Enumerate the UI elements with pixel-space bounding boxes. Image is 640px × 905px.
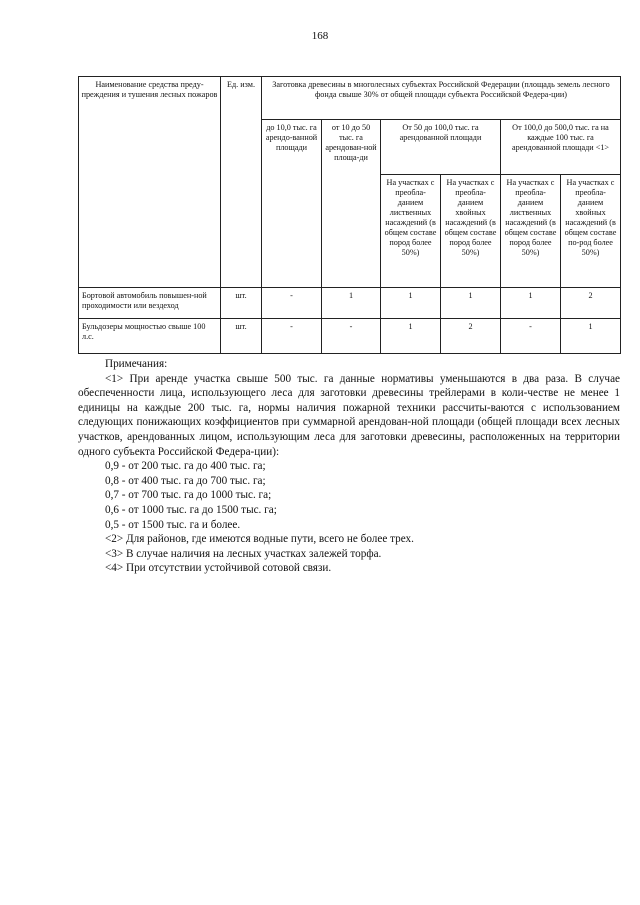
coefficient-item: 0,9 - от 200 тыс. га до 400 тыс. га; (105, 460, 266, 473)
header-group: Заготовка древесины в многолесных субъектах Российской Федерации (площадь земель лесного фонда свыше 30% от общей площади субъекта Российской Федера-ции) (262, 77, 621, 120)
header-leaf-1: На участках с преобла-данием лиственных насаждений (в общем составе пород более 50%) (381, 175, 441, 288)
row-unit: шт. (221, 288, 262, 319)
page-number: 168 (311, 30, 329, 42)
note-3: <3> В случае наличия на лесных участках залежей торфа. (105, 547, 382, 560)
row-value: 1 (381, 288, 441, 319)
row-value: 1 (501, 288, 561, 319)
row-value: 1 (322, 288, 381, 319)
row-value: - (262, 288, 322, 319)
row-value: 1 (441, 288, 501, 319)
note-2: <2> Для районов, где имеются водные пути, всего не более трех. (105, 533, 414, 546)
norms-table (78, 76, 621, 354)
note-4: <4> При отсутствии устойчивой сотовой связи. (105, 562, 332, 575)
header-sub-2: от 10 до 50 тыс. га арендован-ной площа-ди (322, 120, 381, 288)
row-name: Бульдозеры мощностью свыше 100 л.с. (79, 319, 221, 354)
row-value: - (262, 319, 322, 354)
header-sub-1: до 10,0 тыс. га арендо-ванной площади (262, 120, 322, 288)
notes-section (78, 357, 620, 576)
header-name: Наименование средства преду-преждения и тушения лесных пожаров (79, 77, 221, 288)
coefficient-item: 0,8 - от 400 тыс. га до 700 тыс. га; (105, 474, 266, 487)
row-value: - (501, 319, 561, 354)
table-row (79, 319, 621, 354)
header-sub-3: От 50 до 100,0 тыс. га арендованной площади (381, 120, 501, 175)
header-unit: Ед. изм. (221, 77, 262, 288)
row-value: - (322, 319, 381, 354)
row-value: 2 (441, 319, 501, 354)
header-leaf-4: На участках с преобла-данием хвойных насаждений (в общем составе по-род более 50%) (561, 175, 621, 288)
coefficient-item: 0,6 - от 1000 тыс. га до 1500 тыс. га; (105, 503, 277, 516)
header-sub-4: От 100,0 до 500,0 тыс. га на каждые 100 тыс. га арендованной площади <1> (501, 120, 621, 175)
row-value: 1 (561, 319, 621, 354)
row-unit: шт. (221, 319, 262, 354)
row-value: 2 (561, 288, 621, 319)
notes-title: Примечания: (105, 358, 168, 370)
header-leaf-2: На участках с преобла-данием хвойных насаждений (в общем составе пород более 50%) (441, 175, 501, 288)
note-1: <1> При аренде участка свыше 500 тыс. га данные нормативы уменьшаются в два раза. В случае обеспеченности лица, использующего леса для заготовки древесины трейлерами в коли-честве не менее 1 единицы на каждые 200 тыс. га, нормы наличия пожарной техники рассчиты-ваются с использованием следующих понижающих коэффициентов при суммарной арендован-ной площади (общей площади всех лесных участков, арендованных лицом, использующим леса для заготовки древесины, расположенных на территории одного субъекта Российской Федера-ции): (78, 372, 620, 458)
coefficient-item: 0,7 - от 700 тыс. га до 1000 тыс. га; (105, 489, 272, 502)
row-value: 1 (381, 319, 441, 354)
row-name: Бортовой автомобиль повышен-ной проходимости или вездеход (79, 288, 221, 319)
coefficient-item: 0,5 - от 1500 тыс. га и более. (105, 518, 241, 531)
header-leaf-3: На участках с преобла-данием лиственных насаждений (в общем составе пород более 50%) (501, 175, 561, 288)
table-row (79, 288, 621, 319)
